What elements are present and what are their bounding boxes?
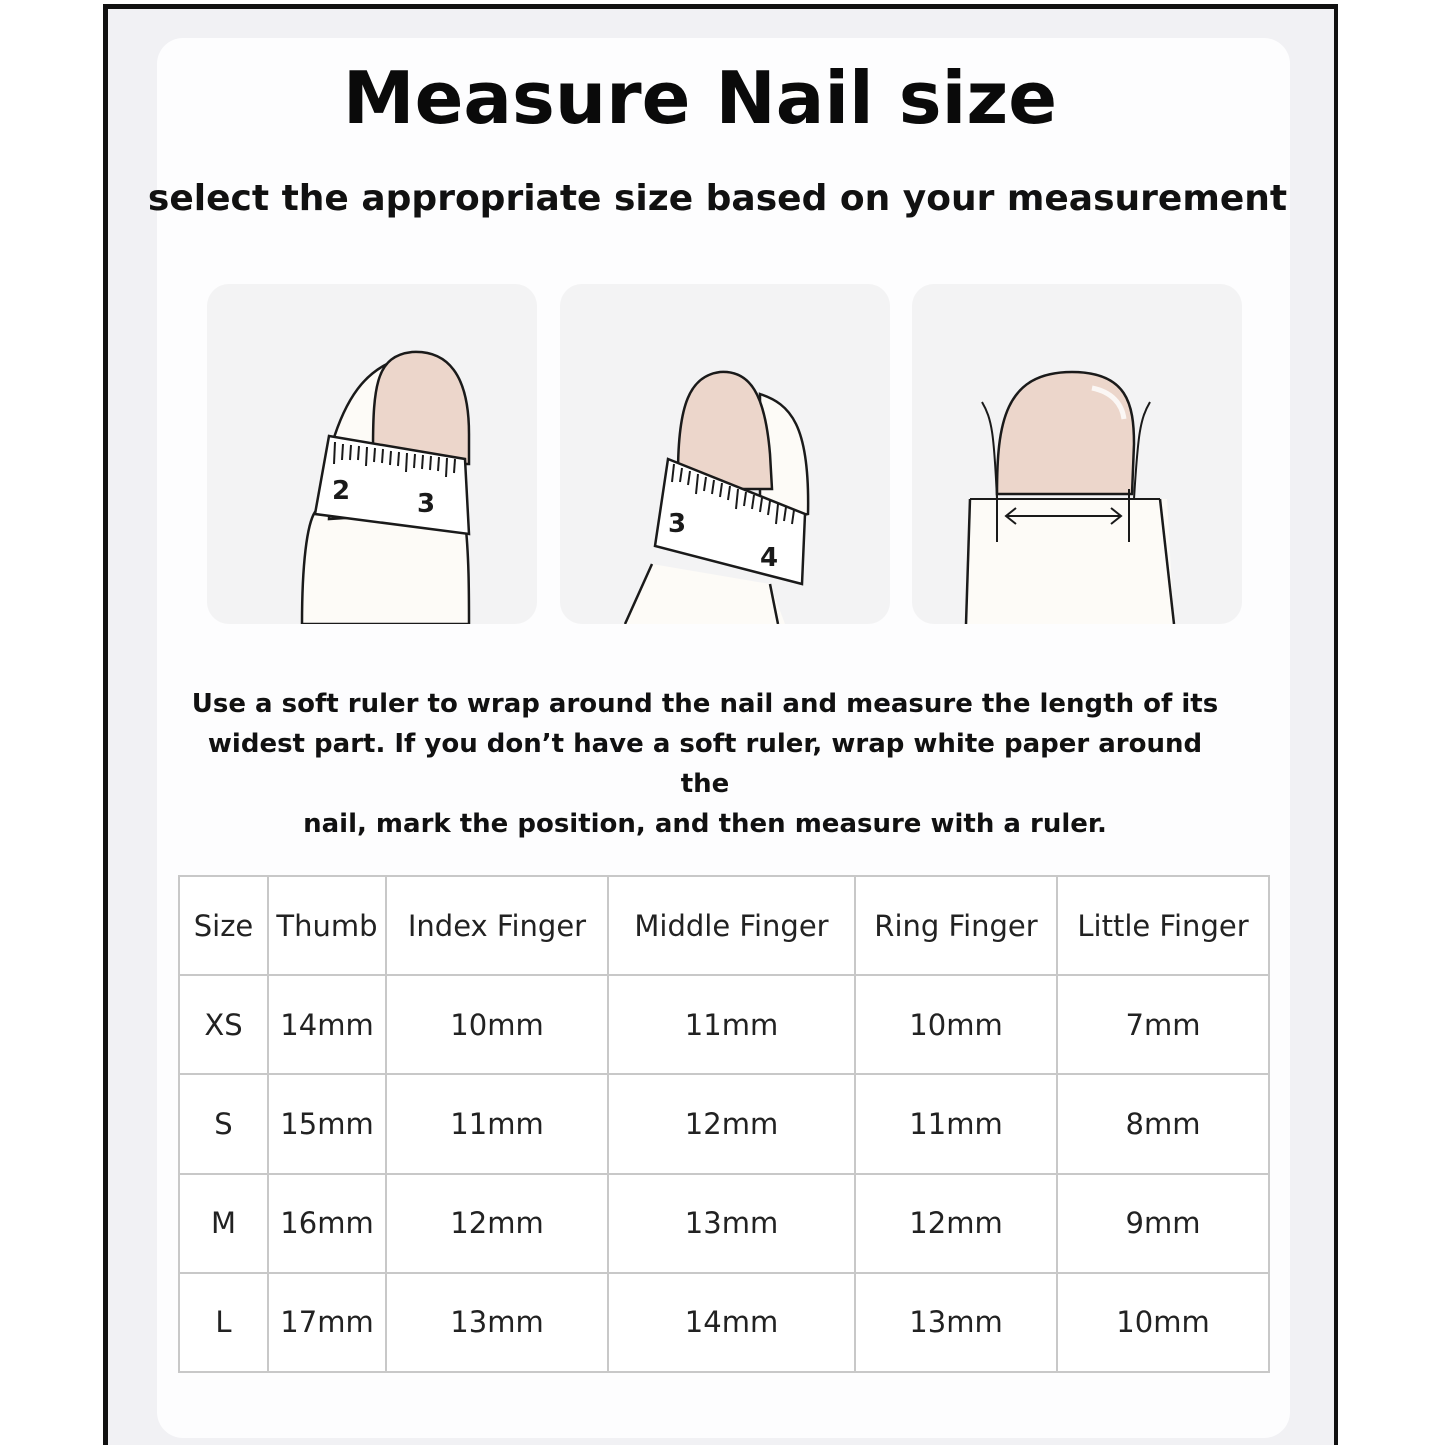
thumb-ruler-illustration: [207, 284, 537, 624]
header-thumb: Thumb: [268, 876, 386, 975]
table-cell: 7mm: [1057, 975, 1269, 1074]
table-cell: 16mm: [268, 1174, 386, 1273]
ruler-number-2: 2: [332, 476, 351, 506]
table-cell: L: [179, 1273, 268, 1372]
table-cell: 14mm: [608, 1273, 855, 1372]
table-cell: 12mm: [608, 1074, 855, 1173]
table-cell: 13mm: [855, 1273, 1057, 1372]
table-cell: XS: [179, 975, 268, 1074]
finger-ruler-icon: [560, 284, 890, 624]
thumb-ruler-icon: [207, 284, 537, 624]
instruction-line-1: Use a soft ruler to wrap around the nail and measure the length of its: [191, 689, 1219, 719]
table-cell: 10mm: [1057, 1273, 1269, 1372]
table-cell: 11mm: [386, 1074, 608, 1173]
table-cell: 12mm: [386, 1174, 608, 1273]
table-row: [179, 1273, 1269, 1372]
ruler-number-3: 3: [417, 489, 436, 519]
page-title: Measure Nail size: [342, 56, 1058, 140]
finger-ruler-illustration: [560, 284, 890, 624]
instruction-line-2: widest part. If you don’t have a soft ruler, wrap white paper around the: [207, 729, 1203, 799]
instruction-text: [180, 684, 1230, 844]
header-size: Size: [179, 876, 268, 975]
header-ring-finger: Ring Finger: [855, 876, 1057, 975]
table-cell: 12mm: [855, 1174, 1057, 1273]
table-cell: 13mm: [386, 1273, 608, 1372]
table-cell: 10mm: [855, 975, 1057, 1074]
table-cell: 14mm: [268, 975, 386, 1074]
header-middle-finger: Middle Finger: [608, 876, 855, 975]
page-subtitle: select the appropriate size based on your measurement: [147, 178, 1288, 219]
table-cell: 10mm: [386, 975, 608, 1074]
ruler-number-3b: 3: [668, 509, 687, 539]
table-row: [179, 975, 1269, 1074]
table-cell: 17mm: [268, 1273, 386, 1372]
nail-width-arrow-icon: [912, 284, 1242, 624]
table-cell: 11mm: [855, 1074, 1057, 1173]
table-header-row: [179, 876, 1269, 975]
header-index-finger: Index Finger: [386, 876, 608, 975]
table-row: [179, 1174, 1269, 1273]
instruction-line-3: nail, mark the position, and then measure with a ruler.: [303, 809, 1107, 839]
table-cell: 9mm: [1057, 1174, 1269, 1273]
size-table: [178, 875, 1270, 1373]
nail-width-illustration: [912, 284, 1242, 624]
header-little-finger: Little Finger: [1057, 876, 1269, 975]
table-cell: M: [179, 1174, 268, 1273]
table-row: [179, 1074, 1269, 1173]
ruler-number-4: 4: [760, 543, 779, 573]
table-cell: 11mm: [608, 975, 855, 1074]
table-cell: 15mm: [268, 1074, 386, 1173]
table-cell: 8mm: [1057, 1074, 1269, 1173]
table-cell: S: [179, 1074, 268, 1173]
table-cell: 13mm: [608, 1174, 855, 1273]
